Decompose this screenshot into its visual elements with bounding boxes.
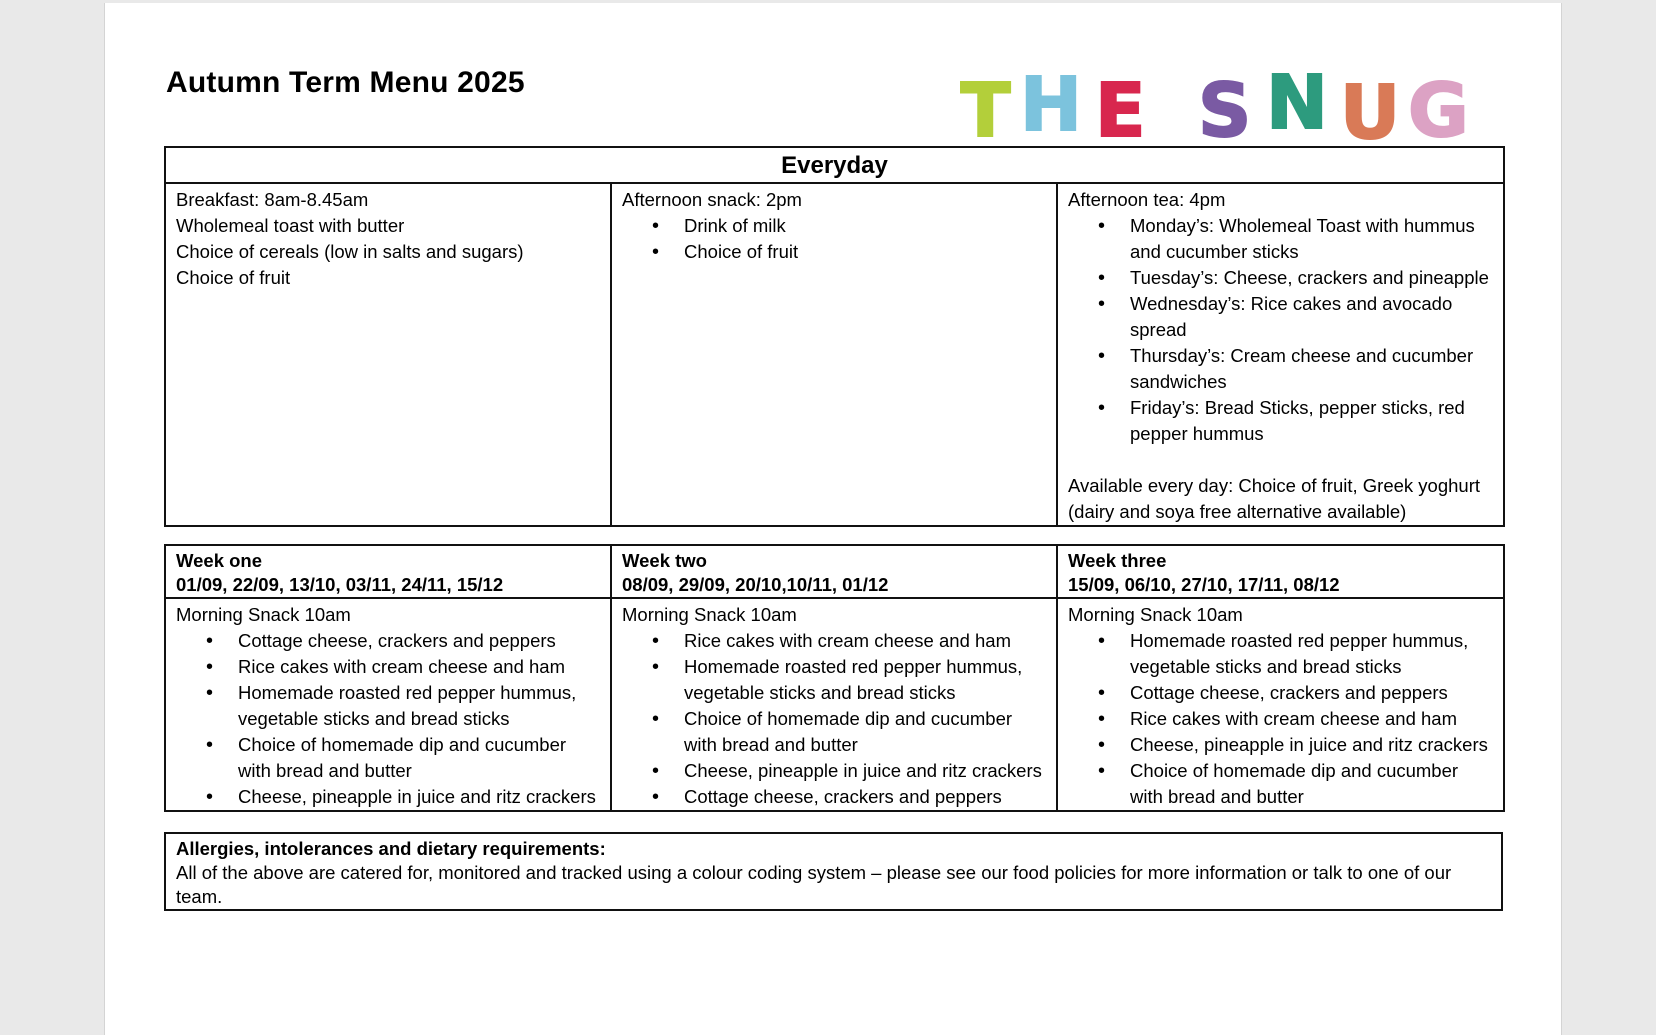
list-item: • Cheese, pineapple in juice and ritz crackers bbox=[622, 758, 1046, 784]
list-item: • Rice cakes with cream cheese and ham bbox=[622, 628, 1046, 654]
logo-letter-u: U bbox=[1340, 70, 1401, 148]
list-item: • Friday’s: Bread Sticks, pepper sticks, red pepper hummus bbox=[1068, 395, 1493, 447]
week-two-header bbox=[611, 545, 1057, 598]
list-item: • Cottage cheese, crackers and peppers bbox=[622, 784, 1046, 810]
afternoon-tea-list bbox=[1068, 213, 1493, 447]
breakfast-line: Choice of cereals (low in salts and sugars) bbox=[176, 241, 524, 262]
list-item: • Cottage cheese, crackers and peppers bbox=[176, 628, 600, 654]
morning-snack-heading: Morning Snack 10am bbox=[622, 604, 797, 625]
list-item: • Thursday’s: Cream cheese and cucumber sandwiches bbox=[1068, 343, 1493, 395]
list-item: • Monday’s: Wholemeal Toast with hummus and cucumber sticks bbox=[1068, 213, 1493, 265]
list-item: • Rice cakes with cream cheese and ham bbox=[1068, 706, 1493, 732]
list-item: • Wednesday’s: Rice cakes and avocado spread bbox=[1068, 291, 1493, 343]
logo-letter-t: T bbox=[960, 68, 1011, 148]
list-item: • Homemade roasted red pepper hummus, vegetable sticks and bread sticks bbox=[1068, 628, 1493, 680]
logo-letter-g: G bbox=[1408, 68, 1469, 148]
allergies-box bbox=[164, 832, 1503, 911]
weeks-table bbox=[164, 544, 1505, 812]
morning-snack-heading: Morning Snack 10am bbox=[176, 604, 351, 625]
list-item: • Drink of milk bbox=[622, 213, 1046, 239]
the-snug-logo bbox=[960, 58, 1480, 148]
breakfast-line: Breakfast: 8am-8.45am bbox=[176, 189, 369, 210]
list-item: • Homemade roasted red pepper hummus, vegetable sticks and bread sticks bbox=[176, 680, 600, 732]
morning-snack-heading: Morning Snack 10am bbox=[1068, 604, 1243, 625]
week-dates: 08/09, 29/09, 20/10,10/11, 01/12 bbox=[622, 574, 889, 595]
breakfast-line: Choice of fruit bbox=[176, 267, 291, 288]
week-one-header bbox=[165, 545, 611, 598]
afternoon-tea-cell bbox=[1057, 183, 1504, 526]
breakfast-cell bbox=[165, 183, 611, 526]
page-title: Autumn Term Menu 2025 bbox=[166, 66, 525, 99]
afternoon-tea-footer: Available every day: Choice of fruit, Greek yoghurt (dairy and soya free alternative available) bbox=[1068, 475, 1481, 522]
list-item: • Choice of fruit bbox=[622, 239, 1046, 265]
week-one-menu bbox=[165, 598, 611, 811]
week-two-menu bbox=[611, 598, 1057, 811]
allergies-text: All of the above are catered for, monitored and tracked using a colour coding system – please see our food policies for more information or talk to one of our team. bbox=[176, 862, 1452, 907]
logo-letter-s: S bbox=[1198, 68, 1252, 148]
everyday-table bbox=[164, 146, 1505, 527]
logo-letter-n: N bbox=[1266, 60, 1328, 146]
logo-letter-h: H bbox=[1020, 62, 1082, 148]
list-item: • Cheese, pineapple in juice and ritz crackers bbox=[1068, 732, 1493, 758]
allergies-heading: Allergies, intolerances and dietary requirements: bbox=[176, 838, 606, 859]
week-name: Week two bbox=[622, 550, 707, 571]
list-item: • Choice of homemade dip and cucumber with bread and butter bbox=[176, 732, 600, 784]
allergies-cell bbox=[165, 833, 1502, 910]
breakfast-line: Wholemeal toast with butter bbox=[176, 215, 405, 236]
afternoon-snack-cell bbox=[611, 183, 1057, 526]
week-name: Week one bbox=[176, 550, 263, 571]
list-item: • Cottage cheese, crackers and peppers bbox=[1068, 680, 1493, 706]
list-item: • Choice of homemade dip and cucumber with bread and butter bbox=[1068, 758, 1493, 810]
morning-snack-list bbox=[176, 628, 600, 810]
week-three-header bbox=[1057, 545, 1504, 598]
everyday-header: Everyday bbox=[165, 147, 1504, 183]
week-three-menu bbox=[1057, 598, 1504, 811]
list-item: • Rice cakes with cream cheese and ham bbox=[176, 654, 600, 680]
list-item: • Cheese, pineapple in juice and ritz crackers bbox=[176, 784, 600, 810]
list-item: • Tuesday’s: Cheese, crackers and pineapple bbox=[1068, 265, 1493, 291]
afternoon-snack-heading: Afternoon snack: 2pm bbox=[622, 189, 802, 210]
morning-snack-list bbox=[1068, 628, 1493, 810]
list-item: • Homemade roasted red pepper hummus, vegetable sticks and bread sticks bbox=[622, 654, 1046, 706]
week-dates: 15/09, 06/10, 27/10, 17/11, 08/12 bbox=[1068, 574, 1340, 595]
afternoon-snack-list bbox=[622, 213, 1046, 265]
afternoon-tea-heading: Afternoon tea: 4pm bbox=[1068, 189, 1226, 210]
list-item: • Choice of homemade dip and cucumber with bread and butter bbox=[622, 706, 1046, 758]
week-dates: 01/09, 22/09, 13/10, 03/11, 24/11, 15/12 bbox=[176, 574, 504, 595]
logo-letter-e: E bbox=[1095, 68, 1146, 148]
week-name: Week three bbox=[1068, 550, 1167, 571]
morning-snack-list bbox=[622, 628, 1046, 810]
